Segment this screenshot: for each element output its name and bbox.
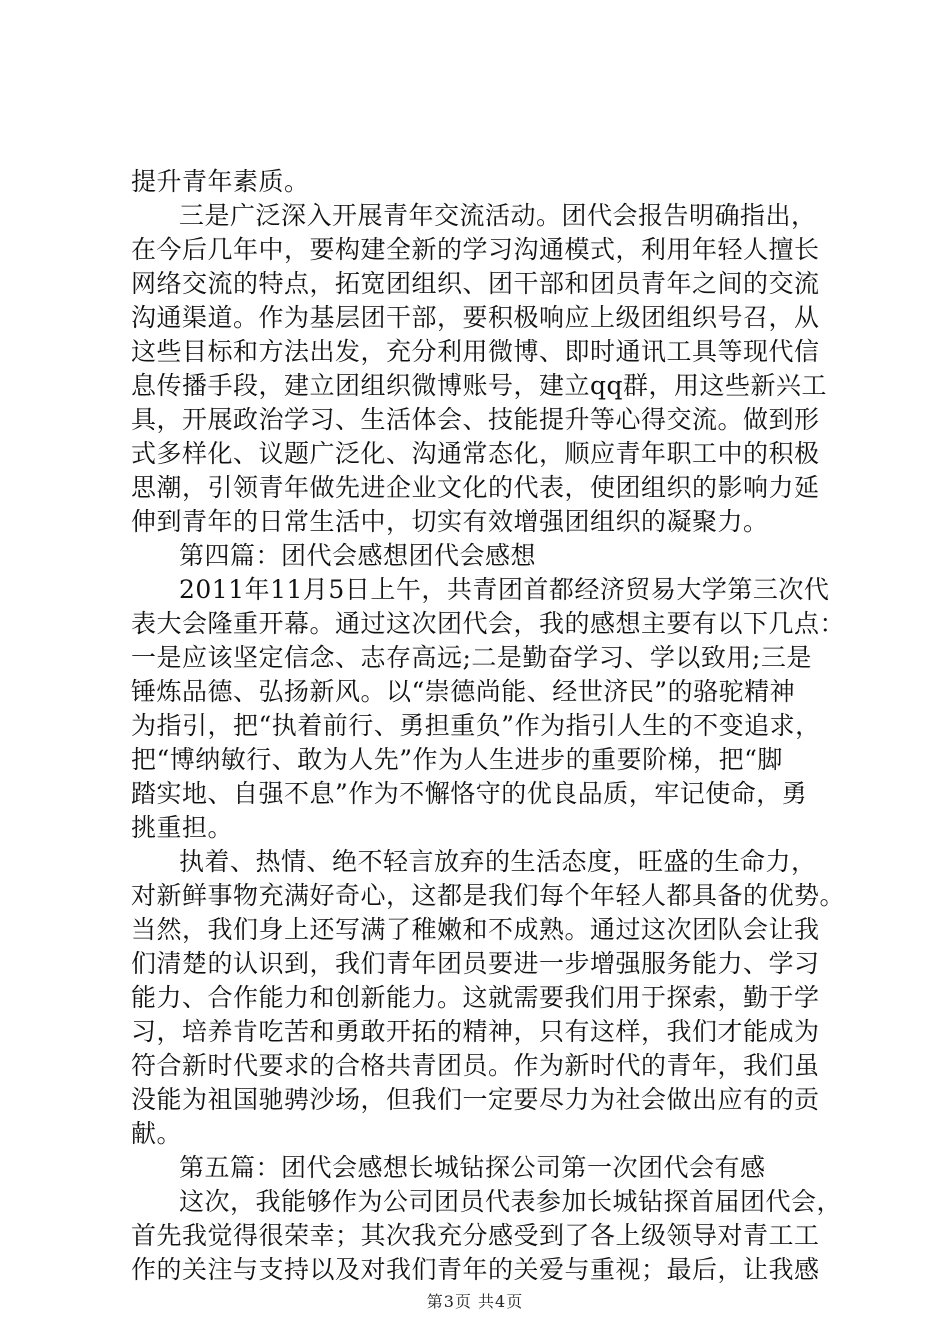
text-line: 把“博纳敏行、敢为人先”作为人生进步的重要阶梯，把“脚 [131,745,783,774]
page-footer: 第3页 共4页 [426,1292,524,1311]
text-line: 网络交流的特点，拓宽团组织、团干部和团员青年之间的交流 [131,269,820,298]
text-line: 表大会隆重开幕。通过这次团代会，我的感想主要有以下几点： [131,609,846,638]
text-line: 这次，我能够作为公司团员代表参加长城钻探首届团代会， [179,1187,843,1216]
text-line: 当然，我们身上还写满了稚嫩和不成熟。通过这次团队会让我 [131,915,820,944]
text-line: 提升青年素质。 [131,167,310,196]
text-line: 习，培养肯吃苦和勇敢开拓的精神，只有这样，我们才能成为 [131,1017,820,1046]
text-line: 具，开展政治学习、生活体会、技能提升等心得交流。做到形 [131,405,820,434]
text-line: 思潮，引领青年做先进企业文化的代表，使团组织的影响力延 [131,473,820,502]
text-line: 息传播手段，建立团组织微博账号，建立qq群，用这些新兴工 [131,371,828,400]
text-line: 对新鲜事物充满好奇心，这都是我们每个年轻人都具备的优势。 [131,881,846,910]
text-line: 挑重担。 [131,813,234,842]
text-line: 第四篇：团代会感想团代会感想 [179,541,537,570]
text-line: 作的关注与支持以及对我们青年的关爱与重视；最后，让我感 [131,1255,820,1284]
text-line: 沟通渠道。作为基层团干部，要积极响应上级团组织号召，从 [131,303,820,332]
text-line: 献。 [131,1119,183,1148]
document-body [131,165,845,1287]
text-line: 在今后几年中，要构建全新的学习沟通模式，利用年轻人擅长 [131,235,820,264]
text-line: 符合新时代要求的合格共青团员。作为新时代的青年，我们虽 [131,1051,820,1080]
text-line: 能力、合作能力和创新能力。这就需要我们用于探索，勤于学 [131,983,820,1012]
text-line: 执着、热情、绝不轻言放弃的生活态度，旺盛的生命力， [179,847,817,876]
text-line: 踏实地、自强不息”作为不懈恪守的优良品质，牢记使命，勇 [131,779,808,808]
text-line: 们清楚的认识到，我们青年团员要进一步增强服务能力、学习 [131,949,820,978]
text-line: 一是应该坚定信念、志存高远;二是勤奋学习、学以致用;三是 [131,643,812,672]
text-line: 没能为祖国驰骋沙场，但我们一定要尽力为社会做出应有的贡 [131,1085,820,1114]
text-line: 式多样化、议题广泛化、沟通常态化，顺应青年职工中的积极 [131,439,820,468]
text-line: 第五篇：团代会感想长城钻探公司第一次团代会有感 [179,1153,766,1182]
text-line: 三是广泛深入开展青年交流活动。团代会报告明确指出， [179,201,817,230]
text-line: 为指引，把“执着前行、勇担重负”作为指引人生的不变追求， [131,711,821,740]
text-line: 伸到青年的日常生活中，切实有效增强团组织的凝聚力。 [131,507,769,536]
text-line: 锤炼品德、弘扬新风。以“崇德尚能、经世济民”的骆驼精神 [131,677,796,706]
text-line: 2011年11月5日上午，共青团首都经济贸易大学第三次代 [179,575,830,604]
text-line: 首先我觉得很荣幸；其次我充分感受到了各上级领导对青工工 [131,1221,820,1250]
text-line: 这些目标和方法出发，充分利用微博、即时通讯工具等现代信 [131,337,820,366]
